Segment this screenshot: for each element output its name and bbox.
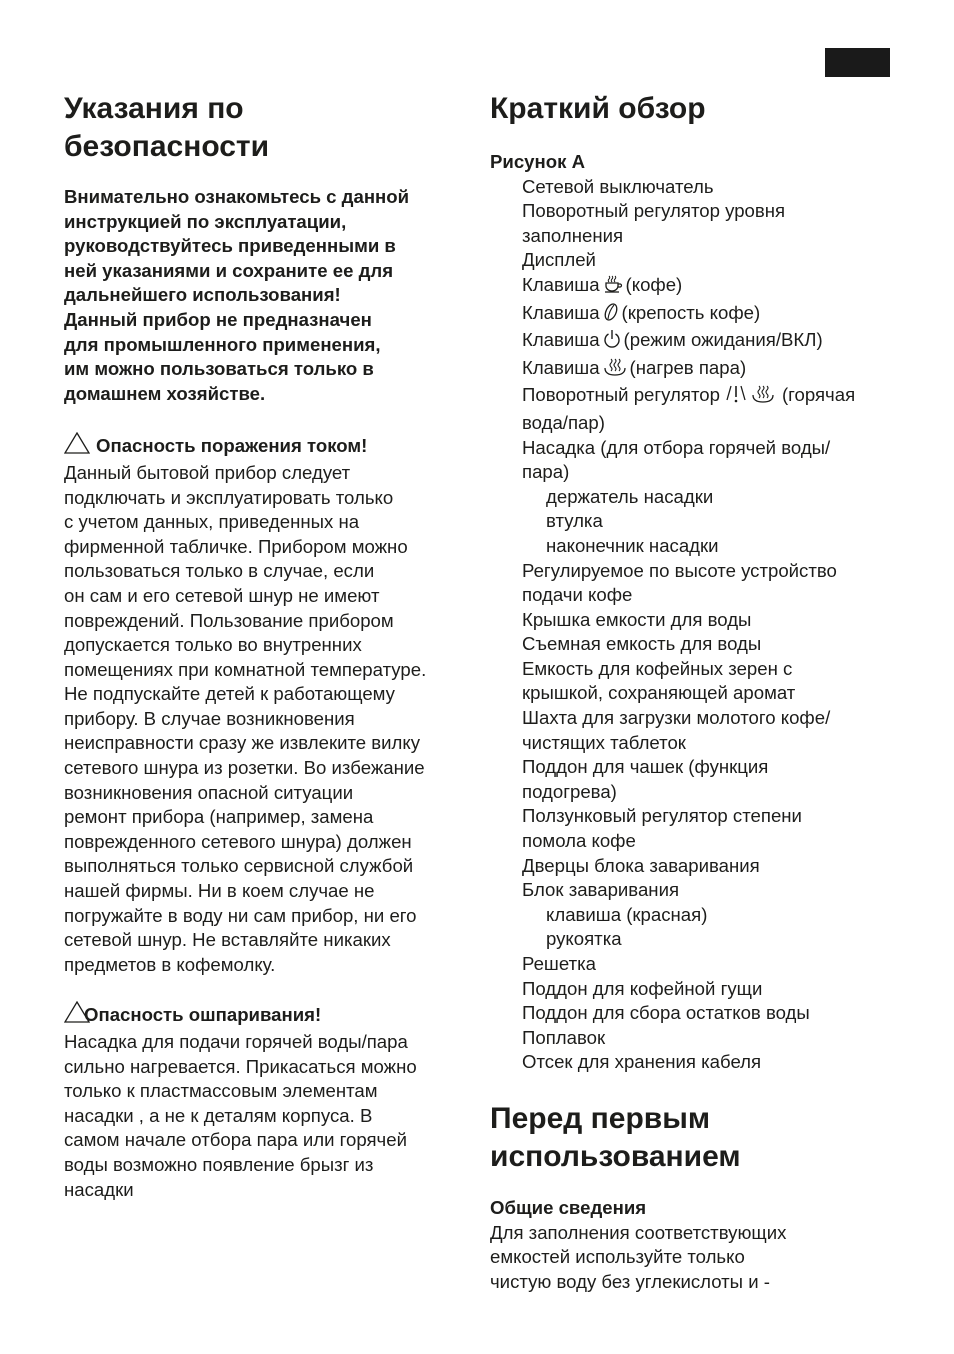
parts-list-item: заполнения xyxy=(522,224,624,246)
parts-list-item: Отсек для хранения кабеля xyxy=(522,1051,762,1073)
parts-list xyxy=(490,175,910,1075)
electric-warning-title: Опасность поражения током! xyxy=(96,435,368,457)
parts-list-subitem: клавиша (красная) xyxy=(546,903,708,925)
parts-list-item xyxy=(490,328,910,356)
parts-list-item: Насадка (для отбора горячей воды/ xyxy=(522,436,831,458)
electric-warning-text: Данный бытовой прибор следует подключать и эксплуатировать только с учетом данных, приведенных на фирменной табличке. Прибором можно пользоваться только в случае, если он сам и его сетевой шнур не имеют повреждений. Пользование прибором допускается только во внутренних помещениях при комнатной температуре. Не подпускайте детей к работающему прибору. В случае возникновения неисправности сразу же извлеките вилку сетевого шнура из розетки. Во избежание возникновения опасной ситуации ремонт прибора (например, замена поврежденного сетевого шнура) должен выполняться только сервисной службой нашей фирмы. Ни в коем случае не погружайте в воду ни сам прибор, ни его сетевой шнур. Не вставляйте никаких предметов в кофемолку. xyxy=(64,461,427,975)
safety-title: Указания по безопасности xyxy=(64,92,270,163)
parts-list-item: вода/пар) xyxy=(522,411,605,433)
safety-intro: Внимательно ознакомьтесь с данной инструкцией по эксплуатации, руководствуйтесь приведенными в ней указаниями и сохраните ее для дальнейшего использования! Данный прибор не предназначен для промышленного применения, им можно пользоваться только в домашнем хозяйстве. xyxy=(64,186,410,404)
parts-list-item: помола кофе xyxy=(522,830,636,852)
parts-list-subitem: втулка xyxy=(546,510,603,532)
overview-column xyxy=(490,90,910,1294)
parts-list-item: подачи кофе xyxy=(522,584,633,606)
parts-list-item: Поддон для сбора остатков воды xyxy=(522,1002,810,1024)
parts-list-item: Крышка емкости для воды xyxy=(522,608,752,630)
coffee-cup-icon xyxy=(603,274,623,301)
parts-list-item: Съемная емкость для воды xyxy=(522,633,762,655)
figure-label: Рисунок А xyxy=(490,151,586,172)
parts-list-subitem: рукоятка xyxy=(546,928,622,950)
parts-list-item: Дверцы блока заваривания xyxy=(522,854,760,876)
parts-list-item: Шахта для загрузки молотого кофе/ xyxy=(522,707,831,729)
section-tab-marker xyxy=(825,48,890,77)
general-info-text: Для заполнения соответствующих емкостей используйте только чистую воду без углекислоты и - xyxy=(490,1221,787,1292)
before-first-use-title: Перед первым использованием xyxy=(490,1101,741,1173)
item-text: (кофе) xyxy=(625,273,683,295)
parts-list-subitem: держатель насадки xyxy=(546,485,714,507)
parts-list-item xyxy=(490,301,910,329)
parts-list-item: Емкость для кофейных зерен с xyxy=(522,657,793,679)
parts-list-item: Решетка xyxy=(522,953,596,974)
parts-list-item xyxy=(490,383,910,411)
parts-list-item: Блок заваривания xyxy=(522,879,680,901)
item-text: Клавиша xyxy=(522,329,600,351)
parts-list-item: Дисплей xyxy=(522,249,596,271)
safety-column xyxy=(64,90,474,1202)
overview-title: Краткий обзор xyxy=(490,92,706,125)
power-icon xyxy=(603,329,621,356)
item-text: (крепость кофе) xyxy=(621,301,761,323)
parts-list-item: Ползунковый регулятор степени xyxy=(522,805,802,827)
parts-list-item: Поворотный регулятор уровня xyxy=(522,200,786,222)
item-text: Клавиша xyxy=(522,356,600,378)
item-text: (режим ожидания/ВКЛ) xyxy=(623,329,823,351)
parts-list-item: чистящих таблеток xyxy=(522,731,686,753)
parts-list-item: Сетевой выключатель xyxy=(522,175,714,197)
parts-list-item: Поплавок xyxy=(522,1026,606,1048)
item-text: Поворотный регулятор xyxy=(522,384,720,406)
item-text: Клавиша xyxy=(522,273,600,295)
scald-warning-title: Опасность ошпаривания! xyxy=(84,1004,322,1026)
electric-warning-heading xyxy=(64,432,474,461)
general-info-label: Общие сведения xyxy=(490,1196,647,1218)
hot-water-steam-icon xyxy=(723,384,779,411)
item-text: (нагрев пара) xyxy=(629,356,747,378)
parts-list-subitem: наконечник насадки xyxy=(546,534,719,556)
warning-triangle-icon xyxy=(64,432,96,461)
scald-warning-heading xyxy=(64,1001,474,1030)
parts-list-item: Регулируемое по высоте устройство xyxy=(522,559,837,581)
parts-list-item: Поддон для чашек (функция xyxy=(522,756,769,778)
coffee-bean-icon xyxy=(603,302,619,329)
parts-list-item xyxy=(490,273,910,301)
parts-list-item: пара) xyxy=(522,461,570,483)
warning-triangle-icon xyxy=(64,1001,84,1030)
parts-list-item: подогрева) xyxy=(522,780,617,802)
parts-list-item: крышкой, сохраняющей аромат xyxy=(522,682,796,704)
scald-warning-text: Насадка для подачи горячей воды/пара сильно нагревается. Прикасаться можно только к пластмассовым элементам насадки , а не к деталям корпуса. В самом начале отбора пара или горячей воды возможно появление брызг из насадки xyxy=(64,1031,417,1200)
steam-icon xyxy=(603,357,627,384)
item-text: Клавиша xyxy=(522,301,600,323)
parts-list-item: Поддон для кофейной гущи xyxy=(522,977,763,999)
parts-list-item xyxy=(490,356,910,384)
item-text: (горячая xyxy=(781,384,856,406)
